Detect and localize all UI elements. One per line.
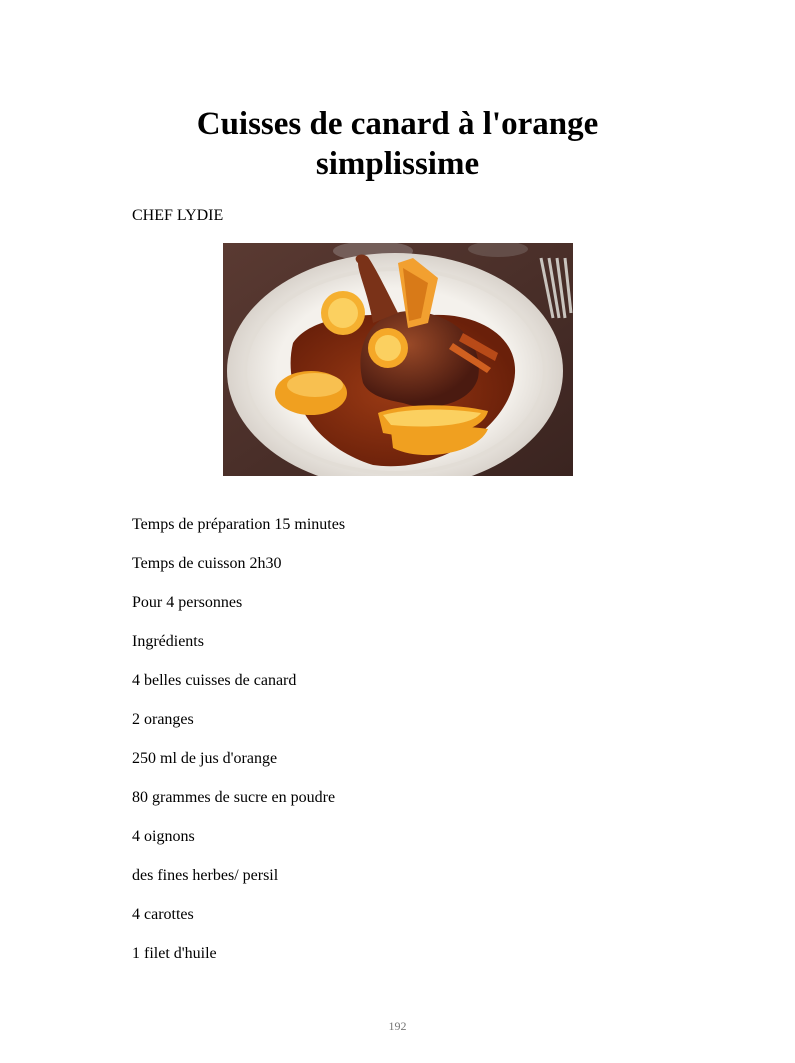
author: CHEF LYDIE xyxy=(132,207,224,224)
title-line-1: Cuisses de canard à l'orange xyxy=(196,106,599,142)
line-cook-time: Temps de cuisson 2h30 xyxy=(132,555,282,572)
recipe-lines xyxy=(132,514,345,982)
ingredient-item: 4 oignons xyxy=(132,828,195,845)
page-number: 192 xyxy=(388,1019,407,1033)
line-prep-time: Temps de préparation 15 minutes xyxy=(132,516,346,533)
ingredient-item: 2 oranges xyxy=(132,711,194,728)
ingredient-item: 4 carottes xyxy=(132,906,194,923)
ingredient-item: 4 belles cuisses de canard xyxy=(132,672,297,689)
title-line-2: simplissime xyxy=(315,146,480,182)
ingredient-item: des fines herbes/ persil xyxy=(132,867,279,884)
line-ingredients-heading: Ingrédients xyxy=(132,633,204,650)
duck-dish-photo xyxy=(223,243,573,476)
recipe-title xyxy=(0,104,795,184)
line-servings: Pour 4 personnes xyxy=(132,594,243,611)
ingredient-item: 80 grammes de sucre en poudre xyxy=(132,789,336,806)
ingredient-item: 250 ml de jus d'orange xyxy=(132,750,278,767)
ingredient-item: 1 filet d'huile xyxy=(132,945,217,962)
